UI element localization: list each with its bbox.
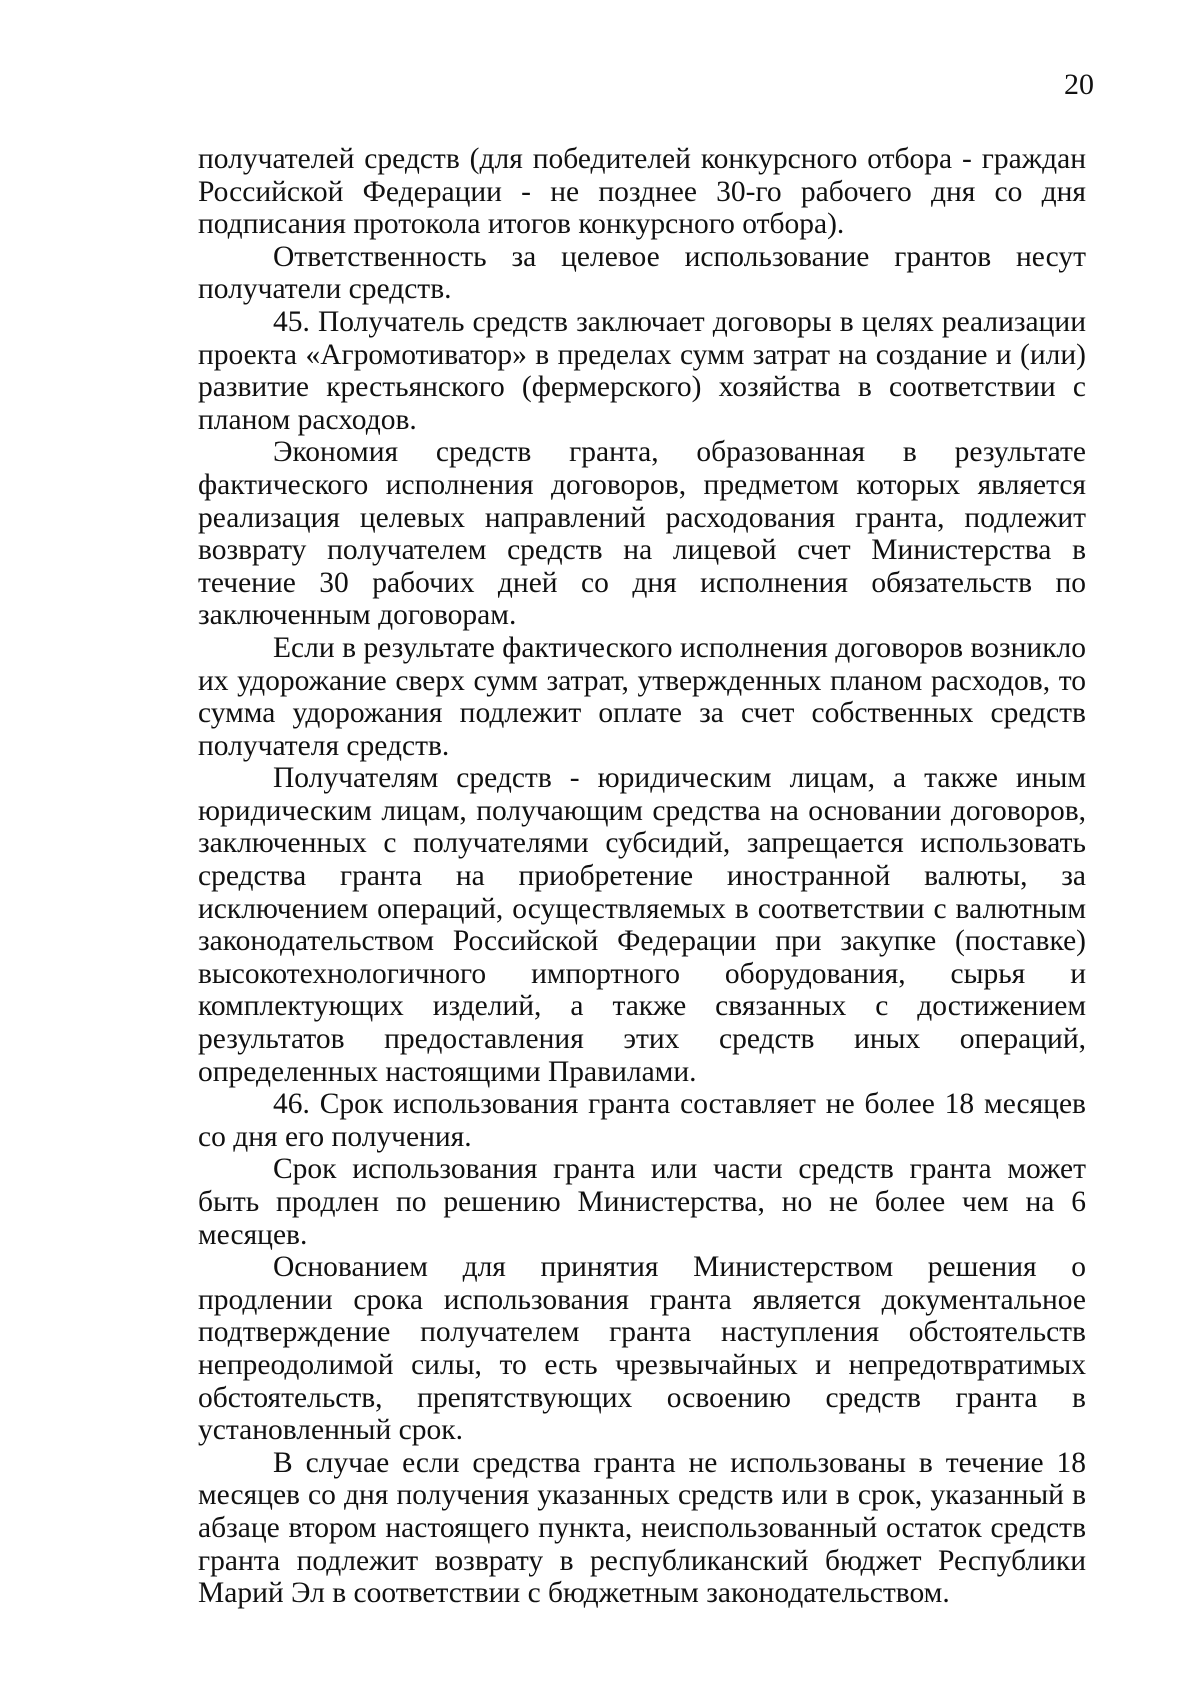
page-number: 20	[1064, 68, 1094, 101]
document-body	[198, 143, 1086, 1610]
paragraph-cost-increase: Если в результате фактического исполнения договоров возникло их удорожание сверх сумм затрат, утвержденных планом расходов, то сумма удорожания подлежит оплате за счет собственных средств получателя средств.	[198, 631, 1086, 762]
paragraph-responsibility: Ответственность за целевое использование грантов несут получатели средств.	[198, 240, 1086, 306]
paragraph-return-of-funds: В случае если средства гранта не использованы в течение 18 месяцев со дня получения указанных средств или в срок, указанный в абзаце втором настоящего пункта, неиспользованный остаток средств гранта подлежит возврату в республиканский бюджет Республики Марий Эл в соответствии с бюджетным законодательством.	[198, 1446, 1086, 1610]
paragraph-force-majeure: Основанием для принятия Министерством решения о продлении срока использования гранта является документальное подтверждение получателем гранта наступления обстоятельств непреодолимой силы, то есть чрезвычайных и непредотвратимых обстоятельств, препятствующих освоению средств гранта в установленный срок.	[198, 1251, 1086, 1447]
paragraph-item-46: 46. Срок использования гранта составляет не более 18 месяцев со дня его получения.	[198, 1088, 1086, 1153]
paragraph-item-45: 45. Получатель средств заключает договоры в целях реализации проекта «Агромотиватор» в пределах сумм затрат на создание и (или) развитие крестьянского (фермерского) хозяйства в соответствии с планом расходов.	[198, 305, 1086, 436]
paragraph-foreign-currency: Получателям средств - юридическим лицам, а также иным юридическим лицам, получающим средства на основании договоров, заключенных с получателями субсидий, запрещается использовать средства гранта на приобретение иностранной валюты, за исключением операций, осуществляемых в соответствии с валютным законодательством Российской Федерации при закупке (поставке) высокотехнологичного импортного оборудования, сырья и комплектующих изделий, а также связанных с достижением результатов предоставления этих средств иных операций, определенных настоящими Правилами.	[198, 762, 1086, 1088]
paragraph-grant-savings: Экономия средств гранта, образованная в результате фактического исполнения договоров, предметом которых является реализация целевых направлений расходования гранта, подлежит возврату получателем средств на лицевой счет Министерства в течение 30 рабочих дней со дня исполнения обязательств по заключенным договорам.	[198, 436, 1086, 632]
paragraph-extension: Срок использования гранта или части средств гранта может быть продлен по решению Министерства, но не более чем на 6 месяцев.	[198, 1153, 1086, 1251]
paragraph-continuation: получателей средств (для победителей конкурсного отбора - граждан Российской Федерации - не позднее 30-го рабочего дня со дня подписания протокола итогов конкурсного отбора).	[198, 143, 1086, 241]
